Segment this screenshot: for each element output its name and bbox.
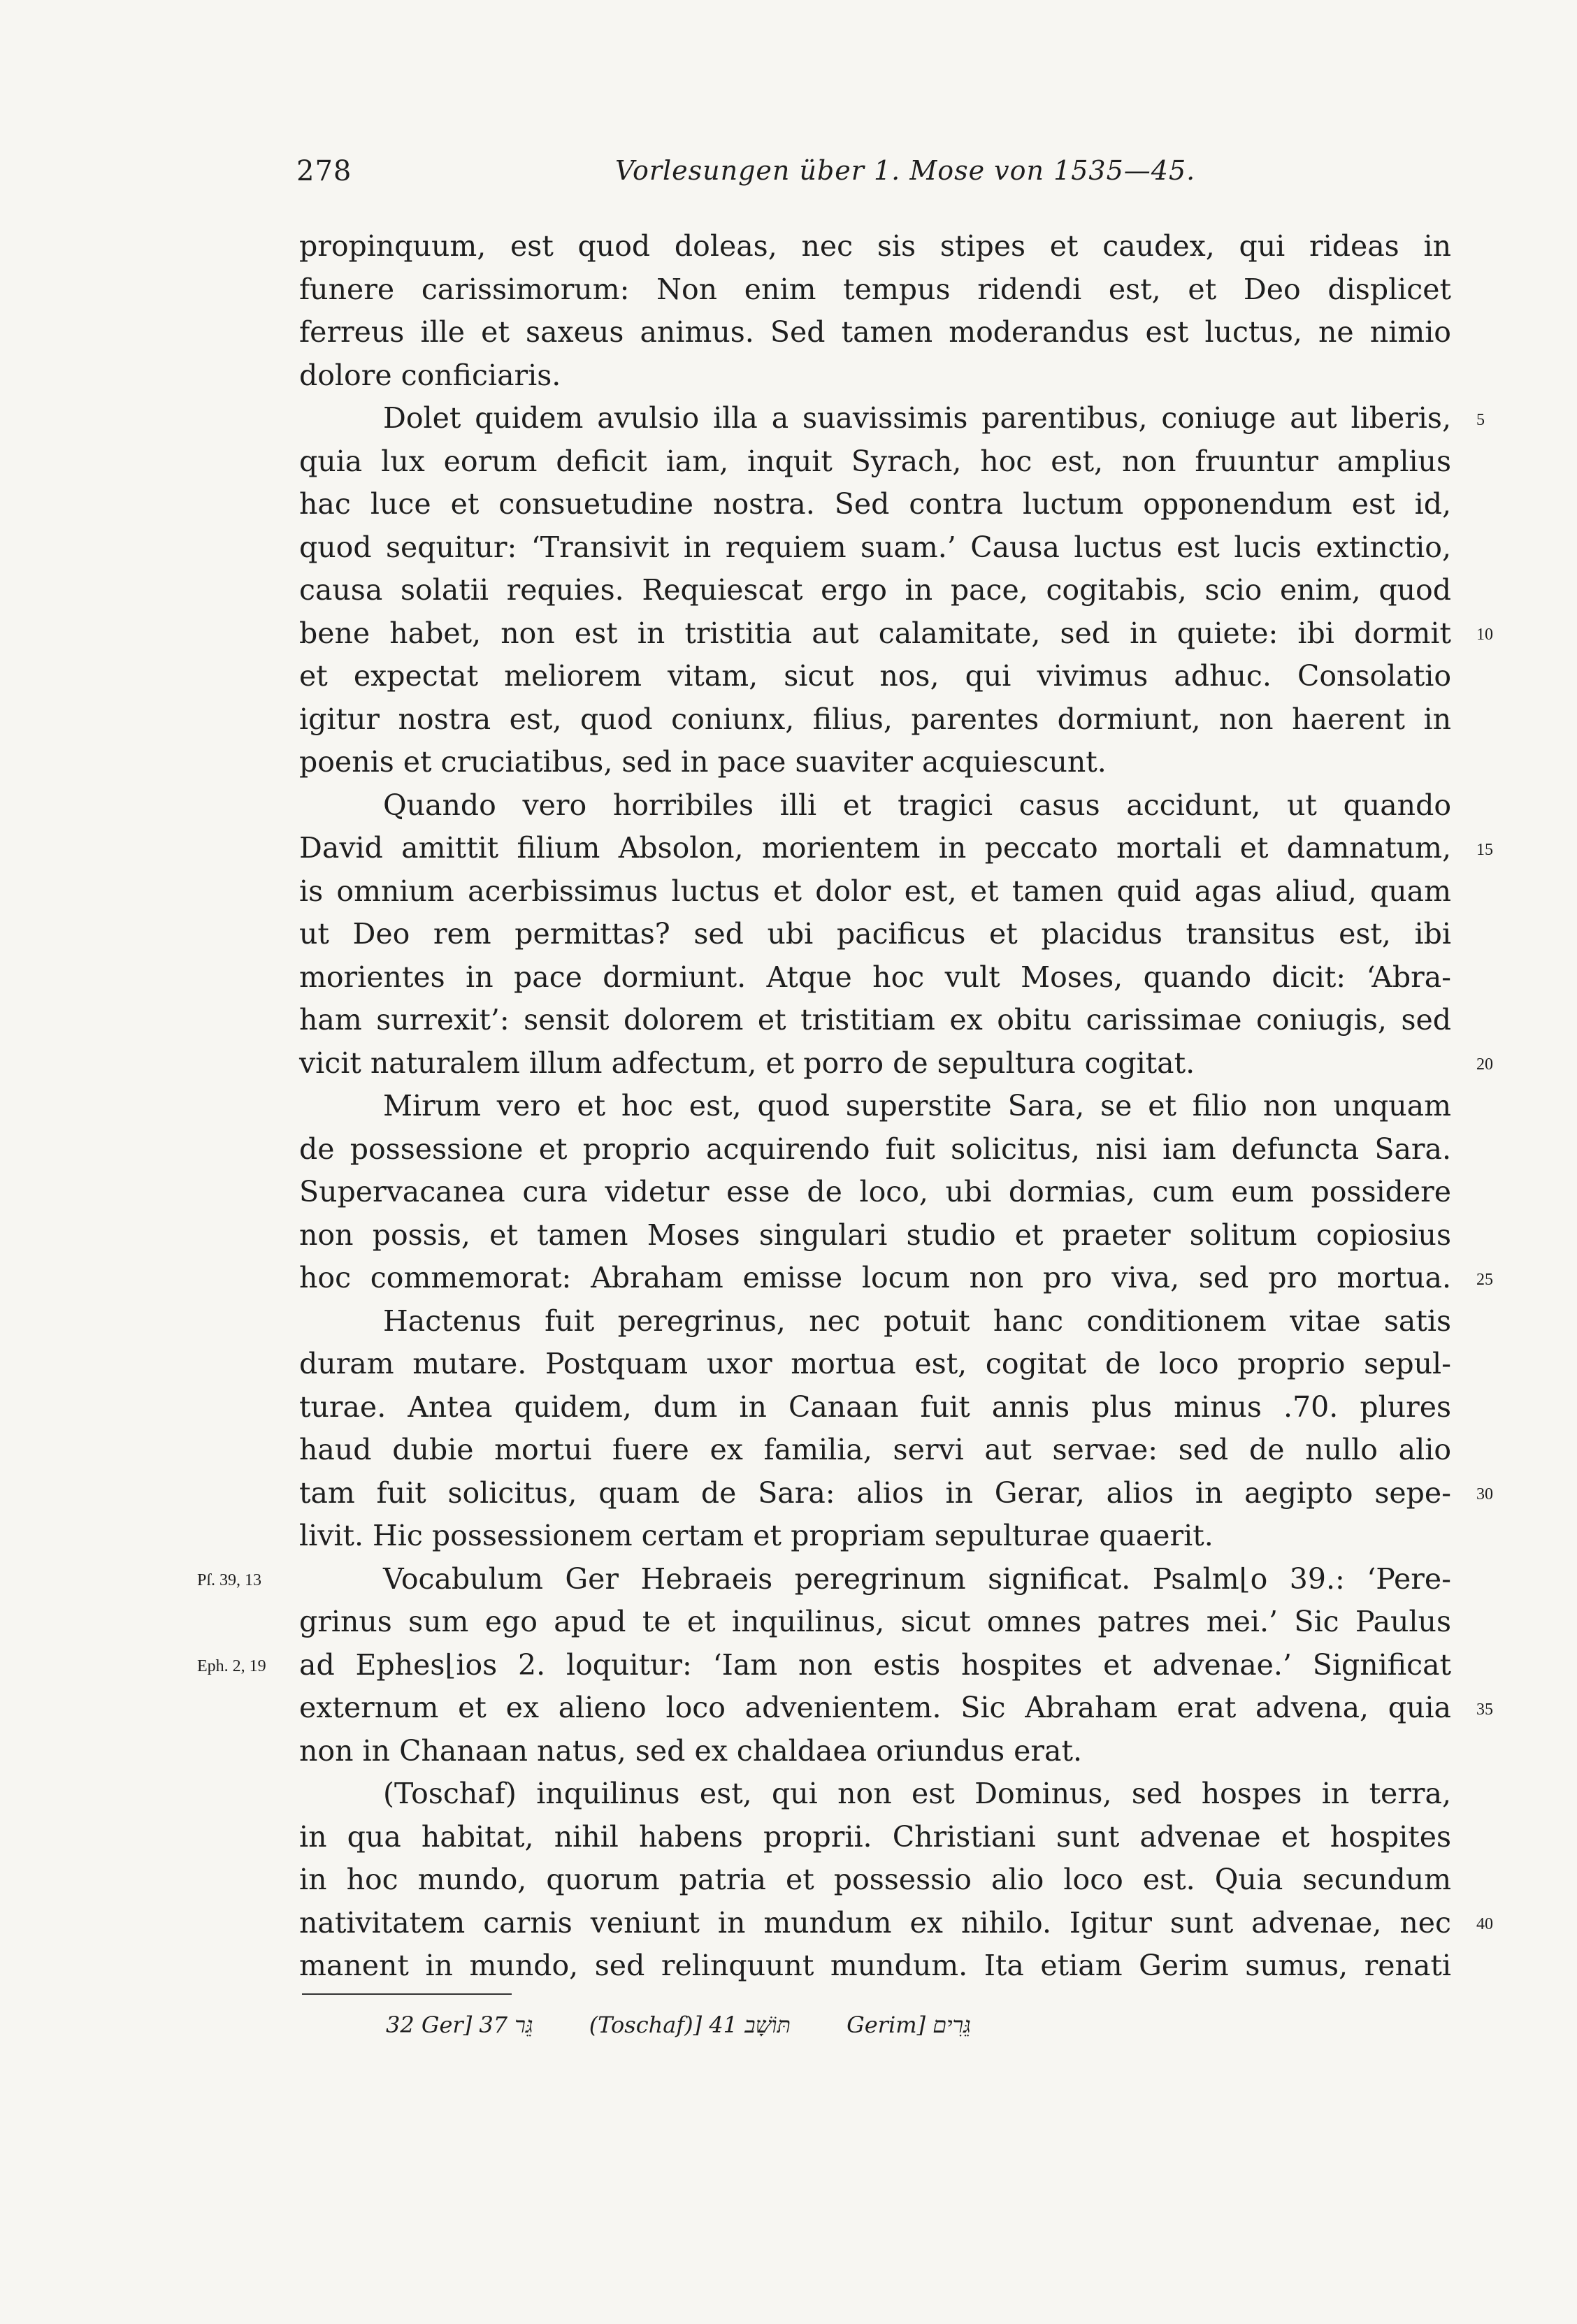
text-line: funere carissimorum: Non enim tempus ridendi est, et Deo displicet — [299, 272, 1451, 306]
line-number: 25 — [1476, 1271, 1493, 1289]
text-line: non in Chanaan natus, sed ex chaldaea oriundus erat. — [299, 1733, 1082, 1768]
text-line: quod sequitur: ‘Transivit in requiem suam.’ Causa luctus est lucis extinctio, — [299, 530, 1451, 564]
line-number: 30 — [1476, 1485, 1493, 1503]
text-line: in hoc mundo, quorum patria et possessio alio loco est. Quia secundum — [299, 1863, 1451, 1896]
footnote-rule — [302, 1993, 512, 1995]
text-line: haud dubie mortui fuere ex familia, servi aut servae: sed de nullo alio — [299, 1433, 1451, 1466]
margin-reference: Pſ. 39, 13 — [197, 1571, 262, 1589]
text-line: ut Deo rem permittas? sed ubi pacificus et placidus transitus est, ibi — [299, 917, 1451, 951]
text-line: causa solatii requies. Requiescat ergo in pace, cogitabis, scio enim, quod — [299, 573, 1451, 607]
text-line: Dolet quidem avulsio illa a suavissimis parentibus, coniuge aut liberis, — [383, 401, 1451, 435]
text-line: dolore conficiaris. — [299, 358, 561, 392]
text-line: Hactenus fuit peregrinus, nec potuit hanc conditionem vitae satis — [383, 1304, 1451, 1338]
text-line: quia lux eorum deficit iam, inquit Syrach, hoc est, non fruuntur amplius — [299, 444, 1451, 478]
text-line: ferreus ille et saxeus animus. Sed tamen moderandus est luctus, ne nimio — [299, 315, 1451, 349]
footnote: 37 (Toschaf)] תּוֹשָׁב — [479, 2012, 791, 2038]
line-number: 40 — [1476, 1915, 1493, 1933]
footnotes — [386, 2012, 1020, 2038]
text-line: igitur nostra est, quod coniunx, filius, parentes dormiunt, non haerent in — [299, 702, 1451, 736]
text-line: in qua habitat, nihil habens proprii. Christiani sunt advenae et hospites — [299, 1819, 1451, 1854]
text-line: (Toschaf) inquilinus est, qui non est Dominus, sed hospes in terra, — [383, 1777, 1451, 1810]
text-line: Vocabulum Ger Hebraeis peregrinum significat. Psalm⌊o 39.: ‘Pere- — [383, 1561, 1451, 1596]
footnote: 41 Gerim] גֵּרִים — [709, 2012, 971, 2038]
text-line: vicit naturalem illum adfectum, et porro de sepultura cogitat. — [299, 1046, 1195, 1080]
line-number: 5 — [1476, 411, 1485, 429]
line-number: 15 — [1476, 841, 1493, 859]
text-line: hac luce et consuetudine nostra. Sed contra luctum opponendum est id, — [299, 487, 1451, 521]
text-line: ham surrexit’: sensit dolorem et tristitiam ex obitu carissimae coniugis, sed — [299, 1003, 1451, 1037]
text-line: grinus sum ego apud te et inquilinus, sicut omnes patres mei.’ Sic Paulus — [299, 1605, 1451, 1638]
text-line: poenis et cruciatibus, sed in pace suaviter acquiescunt. — [299, 745, 1107, 779]
text-line: bene habet, non est in tristitia aut calamitate, sed in quiete: ibi dormit — [299, 616, 1451, 650]
footnote: 32 Ger] גֵּר — [386, 2012, 533, 2038]
text-line: morientes in pace dormiunt. Atque hoc vult Moses, quando dicit: ‘Abra- — [299, 960, 1451, 994]
main-text — [299, 225, 1451, 1988]
line-number: 20 — [1476, 1055, 1493, 1074]
text-line: Mirum vero et hoc est, quod superstite Sara, se et filio non unquam — [383, 1089, 1451, 1123]
text-line: et expectat meliorem vitam, sicut nos, qui vivimus adhuc. Consolatio — [299, 659, 1451, 693]
text-line: Quando vero horribiles illi et tragici casus accidunt, ut quando — [383, 788, 1451, 822]
text-line: de possessione et proprio acquirendo fuit solicitus, nisi iam defuncta Sara. — [299, 1132, 1451, 1166]
text-line: hoc commemorat: Abraham emisse locum non pro viva, sed pro mortua. — [299, 1261, 1451, 1294]
text-line: duram mutare. Postquam uxor mortua est, cogitat de loco proprio sepul- — [299, 1347, 1451, 1380]
margin-reference: Eph. 2, 19 — [197, 1657, 266, 1675]
text-line: externum et ex alieno loco advenientem. Sic Abraham erat advena, quia — [299, 1691, 1451, 1724]
line-number: 10 — [1476, 626, 1493, 644]
text-line: David amittit filium Absolon, morientem in peccato mortali et damnatum, — [299, 831, 1451, 865]
text-line: turae. Antea quidem, dum in Canaan fuit annis plus minus .70. plures — [299, 1390, 1451, 1424]
text-line: manent in mundo, sed relinquunt mundum. Ita etiam Gerim sumus, renati — [299, 1949, 1451, 1982]
text-line: nativitatem carnis veniunt in mundum ex nihilo. Igitur sunt advenae, nec — [299, 1905, 1451, 1940]
text-line: Supervacanea cura videtur esse de loco, ubi dormias, cum eum possidere — [299, 1175, 1451, 1208]
text-line: is omnium acerbissimus luctus et dolor est, et tamen quid agas aliud, quam — [299, 874, 1451, 908]
text-line: non possis, et tamen Moses singulari studio et praeter solitum copiosius — [299, 1218, 1451, 1252]
text-line: ad Ephes⌊ios 2. loquitur: ‘Iam non estis hospites et advenae.’ Significat — [299, 1647, 1451, 1682]
page-number: 278 — [296, 155, 352, 187]
running-head: Vorlesungen über 1. Mose von 1535—45. — [615, 155, 1196, 186]
text-line: tam fuit solicitus, quam de Sara: alios in Gerar, alios in aegipto sepe- — [299, 1475, 1451, 1510]
text-line: propinquum, est quod doleas, nec sis stipes et caudex, qui rideas in — [299, 229, 1451, 263]
text-line: livit. Hic possessionem certam et propriam sepulturae quaerit. — [299, 1519, 1214, 1552]
line-number: 35 — [1476, 1701, 1493, 1719]
